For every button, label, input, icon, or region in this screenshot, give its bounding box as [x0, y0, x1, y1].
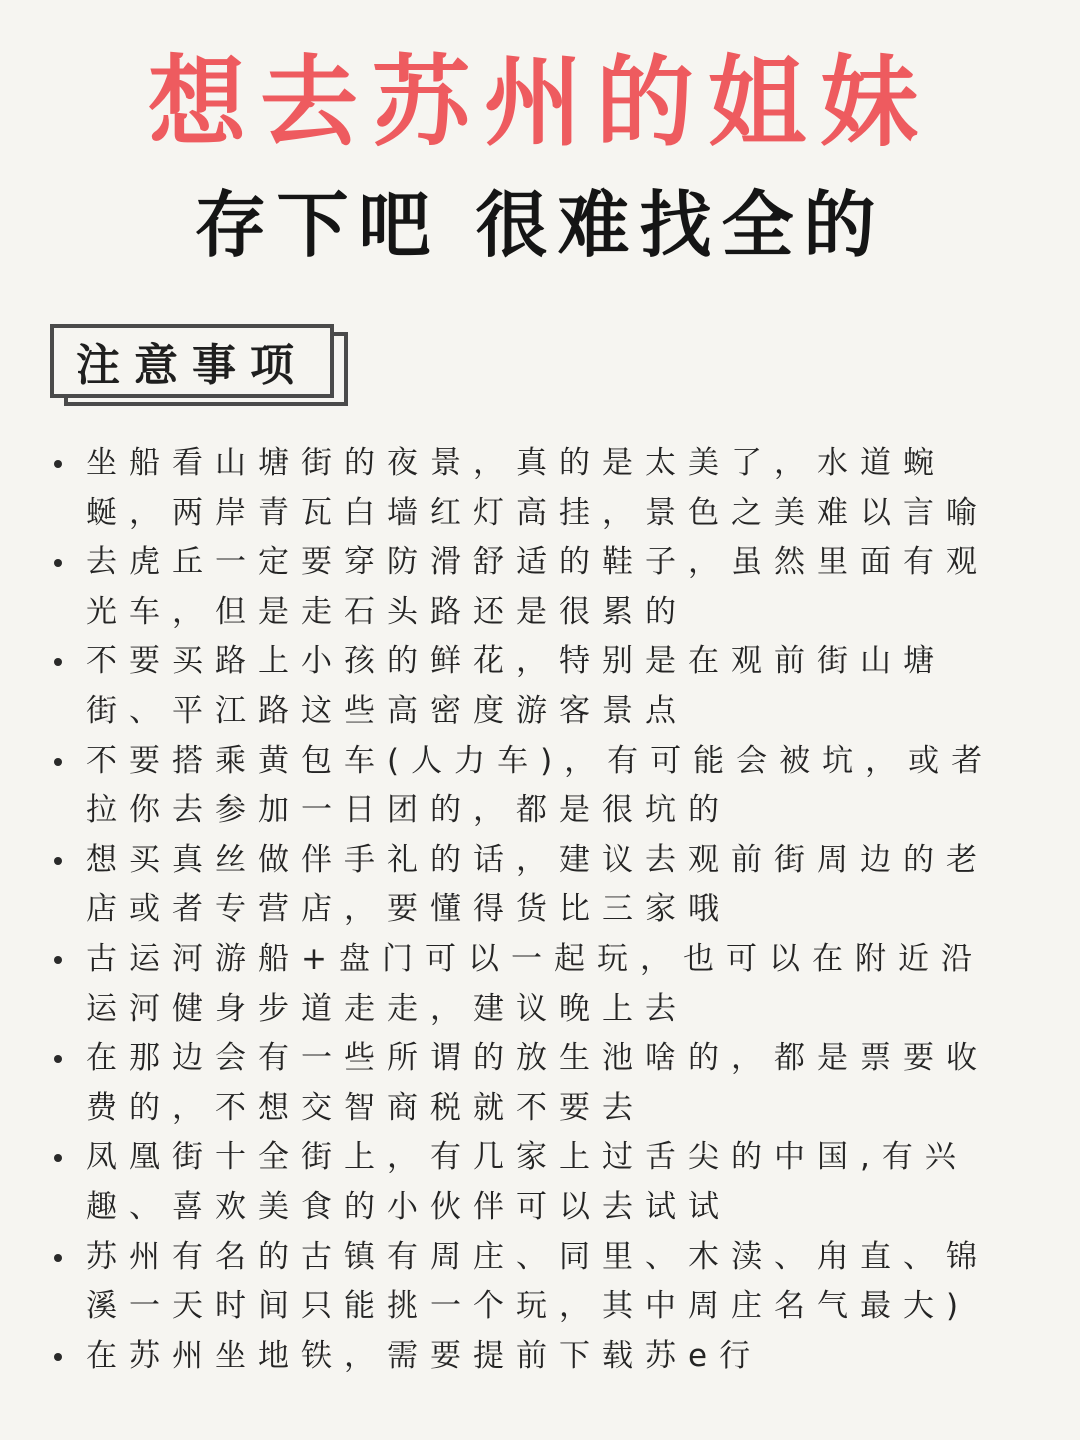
tip-text-10: 在苏州坐地铁，需要提前下载苏e行 [86, 1337, 763, 1374]
tip-item-1 [52, 439, 1012, 538]
page-subtitle: 存下吧 很难找全的 [194, 183, 886, 267]
tip-item-5 [52, 836, 1012, 935]
section-label-wrap [50, 324, 348, 404]
tip-text-4: 不要搭乘黄包车(人力车)，有可能会被坑，或者拉你去参加一日团的，都是很坑的 [86, 742, 995, 829]
tip-text-2: 去虎丘一定要穿防滑舒适的鞋子，虽然里面有观光车，但是走石头路还是很累的 [86, 544, 989, 630]
page-title: 想去苏州的姐妹 [147, 46, 932, 160]
tip-text-5: 想买真丝做伴手礼的话，建议去观前街周边的老店或者专营店，要懂得货比三家哦 [86, 841, 989, 928]
tip-text-1: 坐船看山塘街的夜景，真的是太美了，水道蜿蜒，两岸青瓦白墙红灯高挂，景色之美难以言喻 [86, 445, 989, 531]
tip-item-3 [52, 637, 1012, 736]
tip-text-6: 古运河游船+盘门可以一起玩，也可以在附近沿运河健身步道走走，建议晚上去 [86, 940, 984, 1027]
tip-text-8: 凤凰街十全街上，有几家上过舌尖的中国,有兴趣、喜欢美食的小伙伴可以去试试 [86, 1139, 968, 1225]
tips-list [52, 439, 1012, 1381]
bullet-icon [54, 1154, 62, 1162]
tip-text-9: 苏州有名的古镇有周庄、同里、木渎、甪直、锦溪一天时间只能挑一个玩，其中周庄名气最大) [86, 1238, 989, 1325]
tip-item-4 [52, 737, 1012, 836]
bullet-icon [54, 956, 62, 964]
bullet-icon [54, 758, 62, 766]
tip-item-10 [52, 1332, 1012, 1382]
bullet-icon [54, 460, 62, 468]
bullet-icon [54, 857, 62, 865]
tip-item-6 [52, 935, 1012, 1034]
bullet-icon [54, 1254, 62, 1262]
tip-item-8 [52, 1133, 1012, 1232]
section-label: 注意事项 [50, 324, 334, 398]
bullet-icon [54, 559, 62, 567]
bullet-icon [54, 1055, 62, 1063]
tip-item-7 [52, 1034, 1012, 1133]
bullet-icon [54, 658, 62, 666]
tip-item-2 [52, 538, 1012, 637]
tip-text-7: 在那边会有一些所谓的放生池啥的，都是票要收费的，不想交智商税就不要去 [86, 1040, 989, 1126]
tip-text-3: 不要买路上小孩的鲜花，特别是在观前街山塘街、平江路这些高密度游客景点 [86, 643, 946, 729]
tip-item-9 [52, 1233, 1012, 1332]
bullet-icon [54, 1353, 62, 1361]
